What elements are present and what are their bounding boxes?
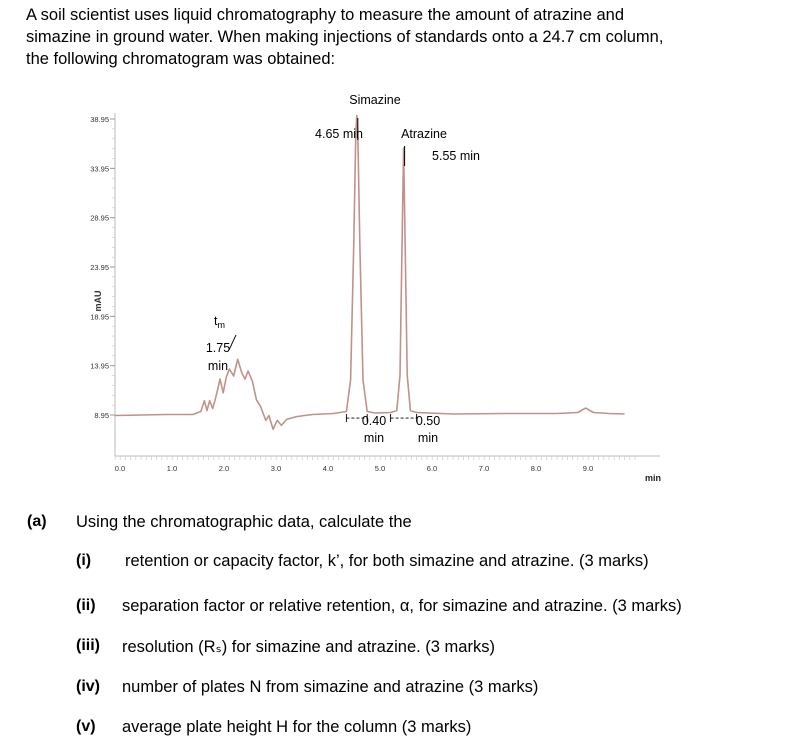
question-v-text: average plate height H for the column (3 marks): [122, 718, 472, 736]
x-tick-label: 4.0: [322, 464, 334, 473]
question-i-text: retention or capacity factor, k’, for both simazine and atrazine. (3 marks): [125, 552, 649, 570]
tm-label-subscript: m: [217, 320, 225, 330]
question-iii-text: resolution (Rₛ) for simazine and atrazine. (3 marks): [122, 638, 495, 656]
x-tick-label: 5.0: [374, 464, 386, 473]
atrazine-width-value: 0.50: [415, 414, 441, 428]
y-axis-label: mAU: [93, 290, 103, 312]
x-tick-label: 1.0: [166, 464, 178, 473]
intro-line-3: the following chromatogram was obtained:: [26, 50, 336, 68]
atrazine-width-unit: min: [417, 431, 439, 445]
tm-value-label: 1.75: [205, 341, 231, 355]
x-tick-label: 0.0: [114, 464, 126, 473]
question-ii-text: separation factor or relative retention, α, for simazine and atrazine. (3 marks): [122, 597, 682, 615]
x-axis-ticks: [115, 464, 593, 473]
atrazine-time-label: 5.55 min: [432, 149, 480, 163]
tm-label: [214, 314, 225, 330]
intro-line-2: simazine in ground water. When making injections of standards onto a 24.7 cm column,: [26, 28, 664, 46]
part-a-label: (a): [27, 513, 47, 530]
question-ii-label: (ii): [76, 597, 96, 614]
x-tick-label: 6.0: [426, 464, 438, 473]
atrazine-label: Atrazine: [401, 127, 447, 141]
simazine-time-label: 4.65 min: [315, 127, 363, 141]
simazine-label: Simazine: [349, 93, 401, 107]
y-tick-label: 13.95: [90, 361, 109, 371]
question-i-label: (i): [76, 552, 92, 569]
simazine-width-value: 0.40: [361, 414, 387, 428]
y-axis-ticks: [90, 115, 115, 420]
question-iv-label: (iv): [76, 678, 100, 695]
question-v-label: (v): [76, 718, 96, 735]
question-iv-text: number of plates N from simazine and atrazine (3 marks): [122, 678, 539, 696]
x-tick-label: 2.0: [218, 464, 230, 473]
question-iii-label: (iii): [76, 637, 100, 654]
x-tick-label: 7.0: [478, 464, 490, 473]
x-tick-label: 3.0: [270, 464, 282, 473]
chromatogram-trace: [115, 116, 625, 430]
x-tick-label: 8.0: [530, 464, 542, 473]
annotation-marks: [229, 118, 417, 422]
y-tick-label: 38.95: [90, 115, 109, 124]
x-axis-label: min: [645, 473, 662, 483]
y-tick-label: 23.95: [90, 263, 109, 272]
problem-intro: [26, 4, 771, 70]
y-tick-label: 33.95: [90, 164, 109, 174]
part-a-text: Using the chromatographic data, calculate the: [76, 513, 412, 531]
chromatogram-chart: [80, 88, 680, 498]
x-tick-label: 9.0: [582, 464, 594, 473]
tm-label-letter: t: [214, 314, 218, 328]
y-tick-label: 8.95: [94, 411, 109, 420]
intro-line-1: A soil scientist uses liquid chromatography to measure the amount of atrazine and: [26, 6, 624, 24]
tm-unit-label: min: [207, 359, 229, 373]
chart-axes: [112, 113, 660, 460]
simazine-width-unit: min: [363, 431, 385, 445]
y-tick-label: 28.95: [90, 213, 109, 223]
y-tick-label: 18.95: [90, 312, 109, 322]
